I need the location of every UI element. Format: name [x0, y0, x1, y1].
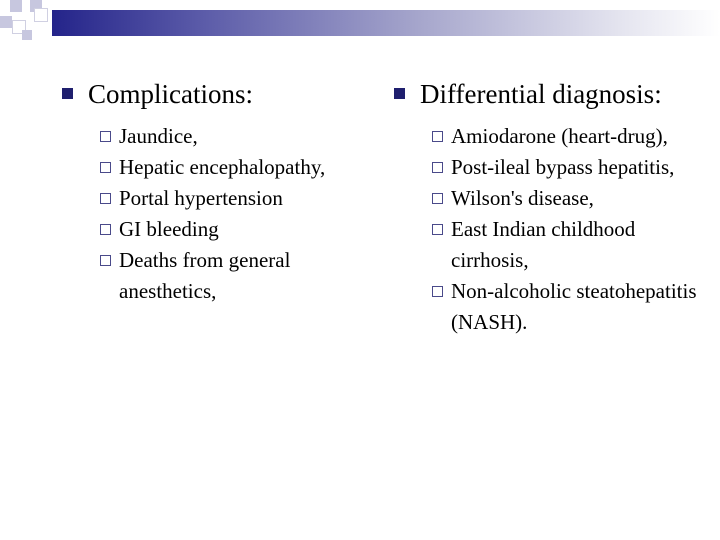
list-item — [392, 214, 712, 276]
list-item — [60, 121, 360, 152]
decor-square — [10, 0, 22, 12]
list-item-text: GI bleeding — [119, 217, 219, 241]
checkbox-bullet-icon — [100, 255, 111, 266]
differential-diagnosis-heading — [392, 74, 712, 114]
square-bullet-icon — [62, 88, 73, 99]
header-gradient-band — [52, 10, 720, 36]
complications-column — [60, 74, 360, 323]
list-item — [60, 183, 360, 214]
differential-diagnosis-column — [392, 74, 712, 354]
list-item-text: Deaths from general anesthetics, — [119, 248, 291, 303]
list-item — [60, 152, 360, 183]
checkbox-bullet-icon — [100, 193, 111, 204]
list-item-text: Amiodarone (heart-drug), — [451, 124, 668, 148]
list-item-text: Post-ileal bypass hepatitis, — [451, 155, 675, 179]
decor-square — [22, 30, 32, 40]
checkbox-bullet-icon — [432, 162, 443, 173]
list-item-text: Jaundice, — [119, 124, 198, 148]
list-item — [392, 121, 712, 152]
complications-heading — [60, 74, 360, 114]
checkbox-bullet-icon — [432, 286, 443, 297]
differential-diagnosis-list — [392, 121, 712, 338]
checkbox-bullet-icon — [100, 162, 111, 173]
list-item — [392, 276, 712, 338]
decor-square — [34, 8, 48, 22]
decor-square — [0, 16, 12, 28]
square-bullet-icon — [394, 88, 405, 99]
complications-list — [60, 121, 360, 307]
list-item — [392, 183, 712, 214]
checkbox-bullet-icon — [100, 131, 111, 142]
list-item-text: Hepatic encephalopathy, — [119, 155, 326, 179]
complications-heading-text: Complications: — [88, 79, 253, 109]
differential-diagnosis-heading-text: Differential diagnosis: — [420, 79, 662, 109]
checkbox-bullet-icon — [432, 131, 443, 142]
checkbox-bullet-icon — [432, 224, 443, 235]
list-item — [60, 214, 360, 245]
list-item-text: East Indian childhood cirrhosis, — [451, 217, 636, 272]
list-item-text: Portal hypertension — [119, 186, 283, 210]
checkbox-bullet-icon — [100, 224, 111, 235]
checkbox-bullet-icon — [432, 193, 443, 204]
list-item-text: Wilson's disease, — [451, 186, 594, 210]
list-item — [60, 245, 360, 307]
list-item — [392, 152, 712, 183]
slide-header-decoration — [0, 0, 720, 50]
list-item-text: Non-alcoholic steatohepatitis (NASH). — [451, 279, 697, 334]
